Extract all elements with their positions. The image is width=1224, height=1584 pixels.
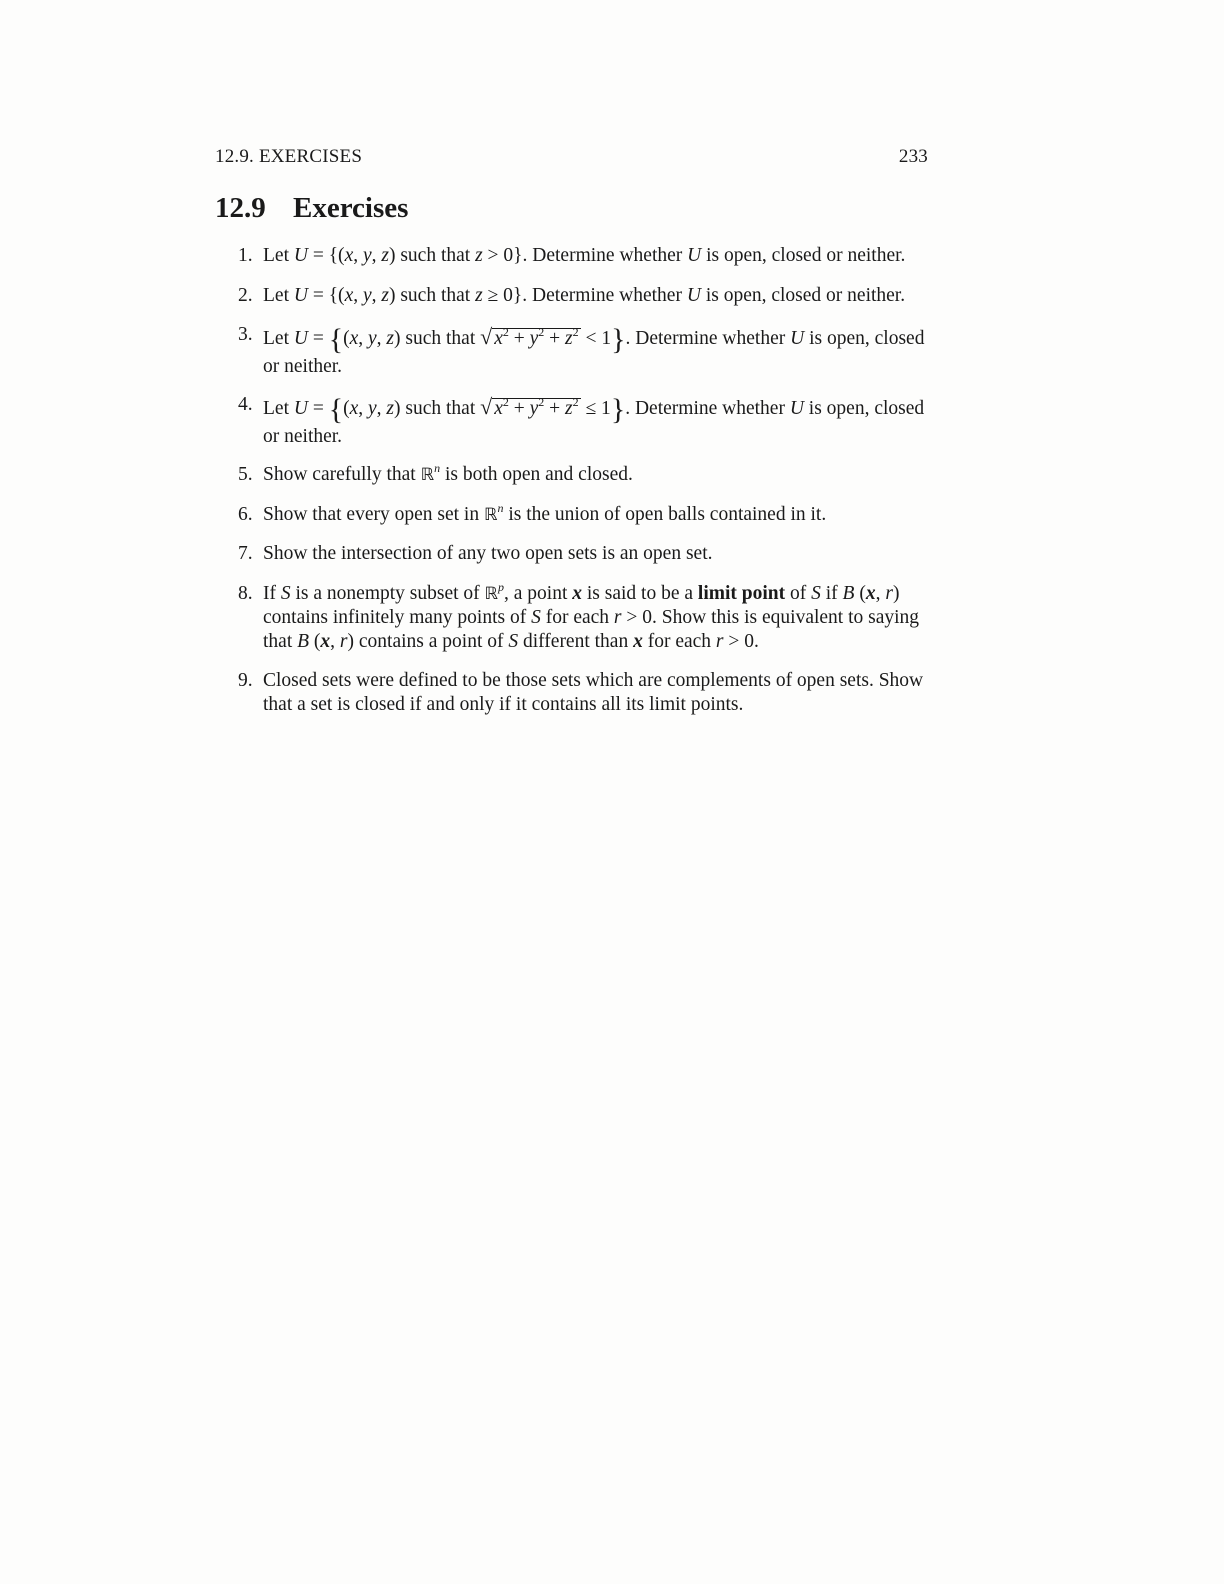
page-number: 233 — [898, 146, 928, 167]
section-number: 12.9 — [215, 192, 266, 224]
exercise-text: Closed sets were defined to be those sets which are complements of open sets. Show that a set is closed if and only if it contains all its limit points. — [263, 670, 924, 715]
exercise-1 — [238, 244, 940, 268]
exercise-number: 9. — [238, 670, 253, 691]
exercise-number: 4. — [238, 394, 253, 415]
exercise-8 — [238, 579, 940, 654]
limit-point-term: limit point — [697, 582, 786, 604]
exercise-text: Show that every open set in ℝ$^n$ is the union of open balls contained in it. — [263, 500, 827, 525]
running-title: 12.9. EXERCISES — [215, 146, 363, 167]
section-title: Exercises — [293, 192, 409, 224]
exercise-list — [238, 244, 940, 733]
section-heading — [215, 192, 408, 225]
exercise-number: 2. — [238, 284, 253, 306]
exercise-text: Let U = {(x, y, z) such that √ $x^2 + y^2 + z^2 < 1$}. Determine whether U is open, closed or neither. — [263, 323, 925, 377]
running-header — [215, 146, 928, 168]
exercise-number: 5. — [238, 464, 253, 485]
exercise-text: If S is a nonempty subset of ℝ$^p$, a point x is said to be a limit point of S if B (x, r) contains infinitely many points of S for each r > 0. Show this is equivalent to saying that B (x, r) contains a point of S different than x for each r > 0. — [263, 579, 920, 652]
exercise-text: Show the intersection of any two open sets is an open set. — [263, 543, 713, 564]
exercise-text: Let U = {(x, y, z) such that √ $x^2 + y^2 + z^2 \le 1$}. Determine whether U is open, closed or neither. — [263, 393, 925, 447]
exercise-3 — [238, 323, 940, 381]
exercise-text: Let U = {(x, y, z) such that z > 0}. Determine whether U is open, closed or neither. — [263, 245, 906, 266]
exercise-4 — [238, 393, 940, 451]
exercise-2 — [238, 284, 940, 308]
exercise-text: Show carefully that ℝ$^n$ is both open and closed. — [263, 461, 633, 485]
exercise-number: 6. — [238, 503, 253, 525]
exercise-7 — [238, 542, 940, 566]
exercise-number: 7. — [238, 543, 253, 564]
exercise-6 — [238, 500, 940, 527]
exercise-text: Let U = {(x, y, z) such that z ≥ 0}. Determine whether U is open, closed or neither. — [263, 284, 906, 306]
exercise-number: 1. — [238, 245, 253, 266]
exercise-5 — [238, 463, 940, 487]
exercise-9 — [238, 669, 940, 717]
exercise-number: 8. — [238, 582, 253, 604]
exercise-number: 3. — [238, 324, 253, 345]
